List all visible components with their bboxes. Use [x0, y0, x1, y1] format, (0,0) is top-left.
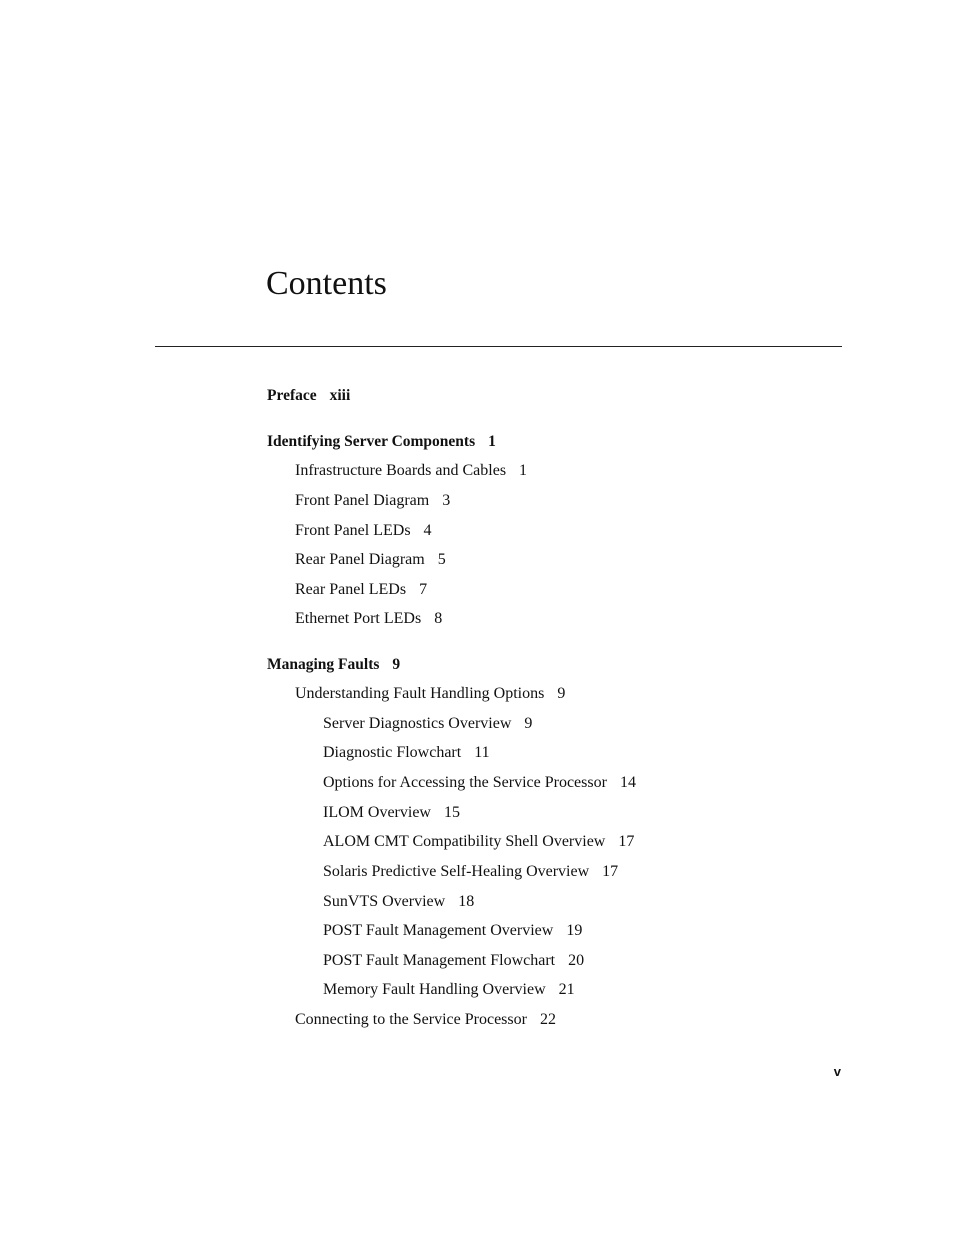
- toc-entry-title: ILOM Overview: [323, 804, 431, 821]
- toc-entry-title: ALOM CMT Compatibility Shell Overview: [323, 833, 606, 850]
- toc-entry-title: Connecting to the Service Processor: [295, 1011, 527, 1028]
- toc-entry-title: Front Panel Diagram: [295, 492, 430, 509]
- toc-entry-page: 18: [458, 893, 475, 910]
- toc-entry-page: 5: [437, 551, 446, 568]
- toc-entry-title: Managing Faults: [267, 656, 380, 673]
- toc-entry-page: 21: [558, 981, 575, 998]
- toc-entry-subsection[interactable]: [323, 803, 460, 823]
- toc-entry-title: SunVTS Overview: [323, 893, 446, 910]
- toc-entry-title: Rear Panel Diagram: [295, 551, 425, 568]
- page-title: Contents: [266, 265, 387, 302]
- toc-entry-page: 9: [524, 715, 533, 732]
- toc-entry-section[interactable]: [295, 550, 446, 570]
- toc-entry-section[interactable]: [295, 521, 432, 541]
- toc-entry-page: 1: [519, 462, 528, 479]
- toc-entry-page: 14: [619, 774, 636, 791]
- toc-entry-page: 17: [602, 863, 619, 880]
- toc-entry-page: 15: [443, 804, 460, 821]
- toc-entry-section[interactable]: [295, 1010, 556, 1030]
- toc-entry-title: Infrastructure Boards and Cables: [295, 462, 507, 479]
- toc-entry-page: 19: [566, 922, 583, 939]
- toc-entry-subsection[interactable]: [323, 773, 636, 793]
- toc-entry-title: Rear Panel LEDs: [295, 581, 407, 598]
- toc-entry-title: Ethernet Port LEDs: [295, 610, 422, 627]
- toc-entry-subsection[interactable]: [323, 862, 618, 882]
- toc-entry-title: Memory Fault Handling Overview: [323, 981, 546, 998]
- toc-entry-chapter[interactable]: [267, 432, 496, 452]
- toc-entry-title: Identifying Server Components: [267, 433, 476, 450]
- toc-entry-subsection[interactable]: [323, 832, 634, 852]
- toc-entry-chapter[interactable]: [267, 655, 400, 675]
- toc-entry-title: Front Panel LEDs: [295, 522, 411, 539]
- toc-entry-section[interactable]: [295, 684, 565, 704]
- toc-entry-title: Diagnostic Flowchart: [323, 744, 462, 761]
- toc-entry-section[interactable]: [295, 609, 442, 629]
- toc-entry-page: 9: [392, 656, 401, 673]
- toc-entry-section[interactable]: [295, 580, 427, 600]
- toc-entry-page: 4: [423, 522, 432, 539]
- toc-entry-page: 7: [419, 581, 428, 598]
- toc-entry-page: xiii: [329, 387, 351, 404]
- toc-entry-subsection[interactable]: [323, 980, 575, 1000]
- toc-entry-subsection[interactable]: [323, 921, 582, 941]
- toc-entry-title: Server Diagnostics Overview: [323, 715, 512, 732]
- toc-entry-section[interactable]: [295, 461, 527, 481]
- toc-entry-subsection[interactable]: [323, 743, 490, 763]
- toc-entry-title: Options for Accessing the Service Processor: [323, 774, 607, 791]
- toc-entry-title: Understanding Fault Handling Options: [295, 685, 545, 702]
- toc-entry-page: 1: [488, 433, 496, 450]
- toc-entry-title: POST Fault Management Overview: [323, 922, 554, 939]
- toc-entry-subsection[interactable]: [323, 892, 474, 912]
- toc-entry-page: 3: [442, 492, 451, 509]
- toc-entry-page: 8: [434, 610, 443, 627]
- toc-entry-page: 20: [568, 952, 585, 969]
- toc-entry-title: Preface: [267, 387, 317, 404]
- toc-entry-subsection[interactable]: [323, 714, 532, 734]
- toc-entry-title: POST Fault Management Flowchart: [323, 952, 556, 969]
- toc-entry-page: 22: [539, 1011, 556, 1028]
- page-number: v: [833, 1064, 841, 1079]
- title-divider: [155, 346, 842, 347]
- toc-entry-preface[interactable]: [267, 386, 350, 406]
- toc-entry-page: 17: [618, 833, 635, 850]
- toc-entry-subsection[interactable]: [323, 951, 584, 971]
- toc-entry-page: 11: [474, 744, 490, 761]
- toc-entry-page: 9: [557, 685, 566, 702]
- toc-entry-section[interactable]: [295, 491, 450, 511]
- toc-entry-title: Solaris Predictive Self-Healing Overview: [323, 863, 590, 880]
